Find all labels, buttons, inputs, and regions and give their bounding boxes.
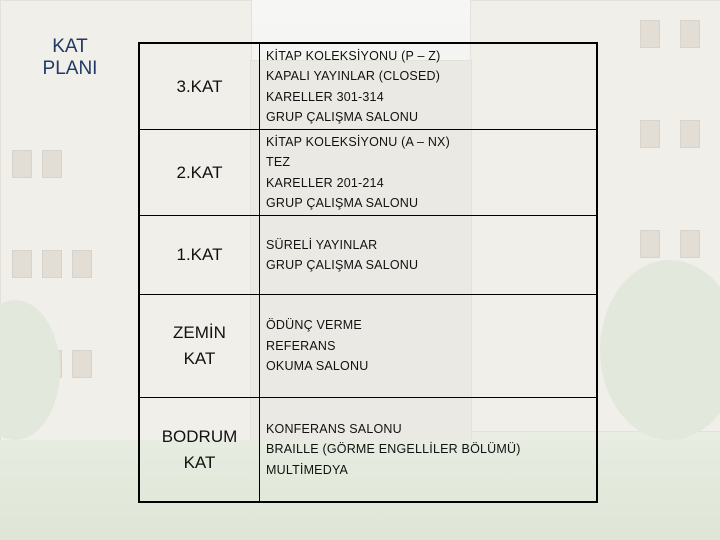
floor-items	[260, 130, 596, 216]
floor-item: TEZ	[266, 155, 291, 169]
floor-item: REFERANS	[266, 338, 336, 353]
floor-items	[260, 44, 596, 130]
floor-item: MULTİMEDYA	[266, 462, 349, 477]
floor-item: GRUP ÇALIŞMA SALONU	[266, 110, 419, 124]
floor-item: KARELLER 301-314	[266, 89, 384, 104]
floor-item: SÜRELİ YAYINLAR	[266, 237, 378, 252]
floor-item: GRUP ÇALIŞMA SALONU	[266, 258, 419, 272]
floor-items	[260, 216, 596, 295]
floor-name: ZEMİN KAT	[140, 295, 260, 398]
floor-item: KARELLER 201-214	[266, 175, 384, 190]
floor-name: 3.KAT	[140, 44, 260, 130]
floor-items	[260, 398, 596, 501]
floor-plan-table	[138, 42, 598, 503]
floor-items	[260, 295, 596, 398]
floor-item: KİTAP KOLEKSİYONU (A – NX)	[266, 134, 450, 149]
floor-name: 2.KAT	[140, 130, 260, 216]
page-title: KAT PLANI	[42, 36, 98, 79]
floor-item: ÖDÜNÇ VERME	[266, 318, 362, 333]
floor-item: BRAILLE (GÖRME ENGELLİLER BÖLÜMÜ)	[266, 442, 521, 457]
floor-item: KİTAP KOLEKSİYONU (P – Z)	[266, 48, 441, 63]
floor-item: GRUP ÇALIŞMA SALONU	[266, 196, 419, 210]
floor-item: KAPALI YAYINLAR (CLOSED)	[266, 69, 441, 83]
floor-name: 1.KAT	[140, 216, 260, 295]
floor-item: OKUMA SALONU	[266, 359, 369, 374]
floor-name: BODRUM KAT	[140, 398, 260, 501]
floor-item: KONFERANS SALONU	[266, 421, 402, 436]
